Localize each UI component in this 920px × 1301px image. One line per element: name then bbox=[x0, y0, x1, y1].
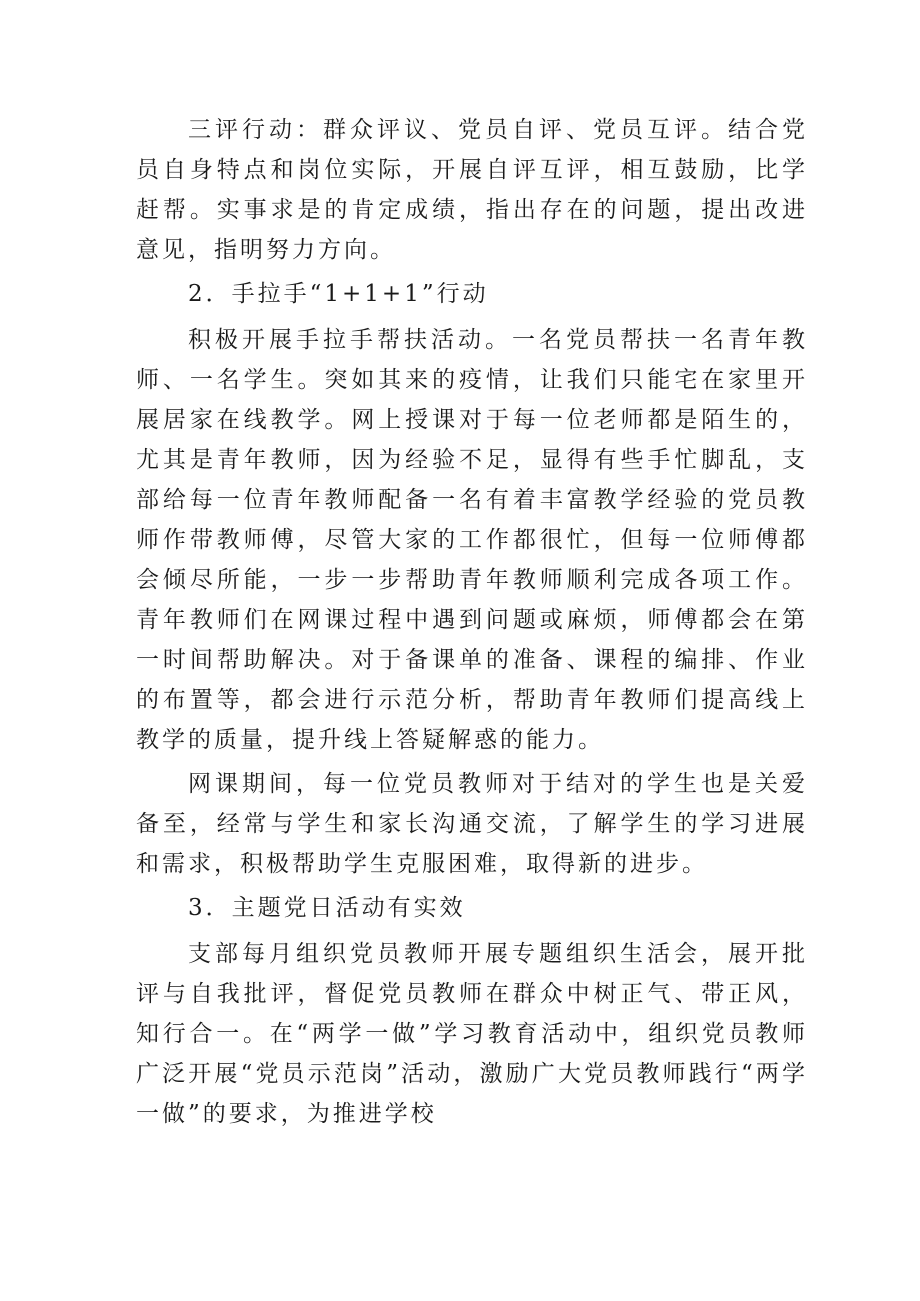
paragraph-party-day-activities: 支部每月组织党员教师开展专题组织生活会，展开批评与自我批评，督促党员教师在群众中树正气、带正风，知行合一。在“两学一做”学习教育活动中，组织党员教师广泛开展“党员示范岗”活动，激励广大党员教师践行“两学一做”的要求，为推进学校 bbox=[136, 941, 808, 1127]
paragraph-three-evaluations: 三评行动：群众评议、党员自评、党员互评。结合党员自身特点和岗位实际，开展自评互评，相互鼓励，比学赶帮。实事求是的肯定成绩，指出存在的问题，提出改进意见，指明努力方向。 bbox=[136, 117, 808, 263]
section-heading-party-day: 3．主题党日活动有实效 bbox=[188, 895, 466, 921]
paragraph-online-class-care: 网课期间，每一位党员教师对于结对的学生也是关爱备至，经常与学生和家长沟通交流，了解学生的学习进展和需求，积极帮助学生克服困难，取得新的进步。 bbox=[136, 771, 808, 877]
section-heading-hand-in-hand: 2．手拉手“1+1+1”行动 bbox=[188, 281, 489, 307]
paragraph-mentoring: 积极开展手拉手帮扶活动。一名党员帮扶一名青年教师、一名学生。突如其来的疫情，让我们只能宅在家里开展居家在线教学。网上授课对于每一位老师都是陌生的，尤其是青年教师，因为经验不足，显得有些手忙脚乱，支部给每一位青年教师配备一名有着丰富教学经验的党员教师作带教师傅，尽管大家的工作都很忙，但每一位师傅都会倾尽所能，一步一步帮助青年教师顺利完成各项工作。青年教师们在网课过程中遇到问题或麻烦，师傅都会在第一时间帮助解决。对于备课单的准备、课程的编排、作业的布置等，都会进行示范分析，帮助青年教师们提高线上教学的质量，提升线上答疑解惑的能力。 bbox=[136, 327, 808, 753]
document-body bbox=[136, 110, 808, 1138]
